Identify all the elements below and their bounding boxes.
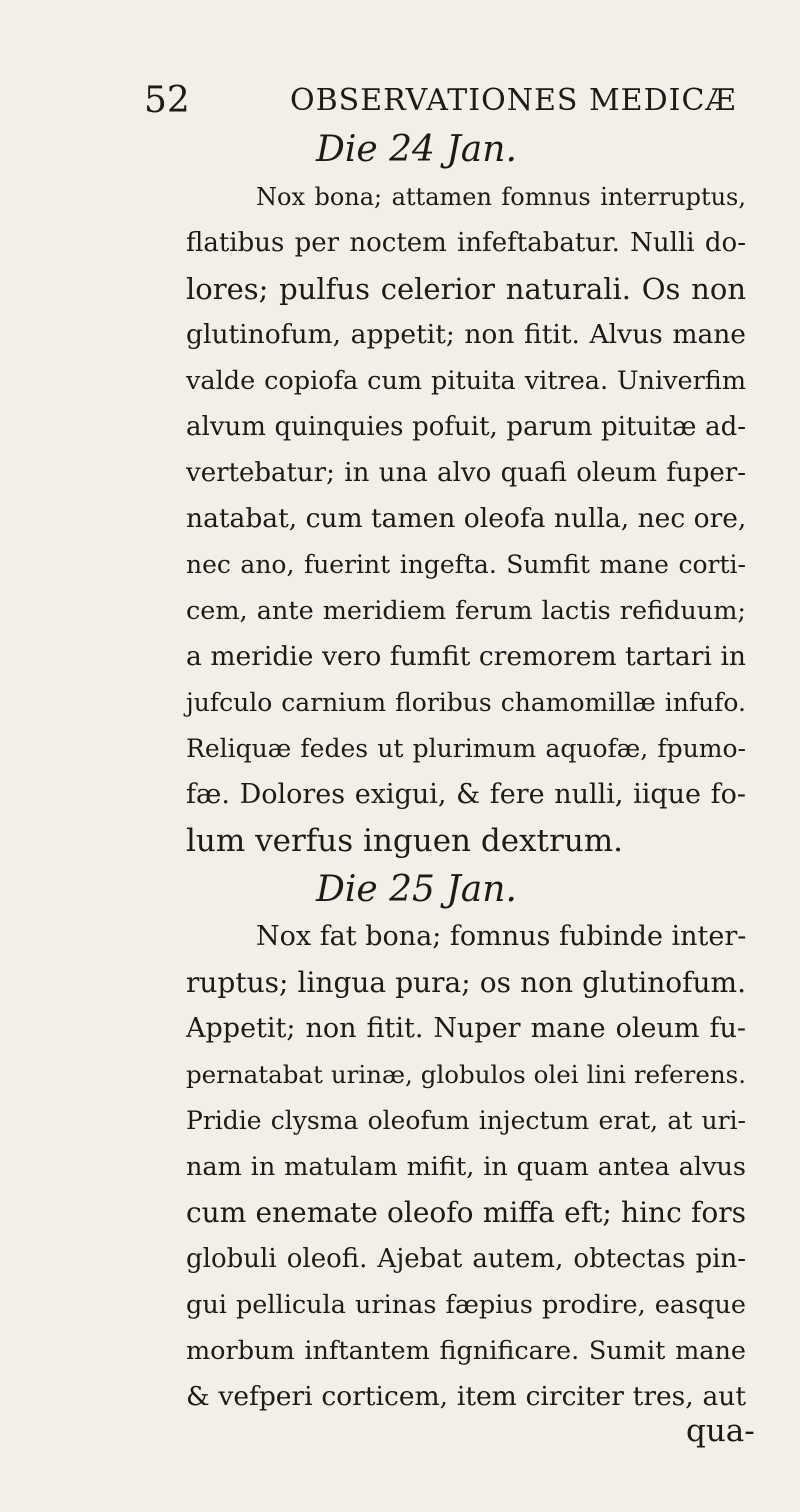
entry-date: Die 24 Jan. (316, 129, 517, 170)
text-line: Nox fat bona; fomnus fubinde inter- (256, 921, 747, 952)
text-line: cem, ante meridiem ferum lactis refiduum; (186, 596, 746, 626)
catchword: qua- (686, 1413, 755, 1449)
page-number: 52 (144, 80, 190, 121)
text-line: alvum quinquies pofuit, parum pituitæ ad- (186, 412, 746, 442)
text-line: pernatabat urinæ, globulos olei lini referens. (186, 1060, 746, 1089)
running-title: OBSERVATIONES MEDICÆ (290, 83, 737, 118)
page-header (144, 76, 744, 126)
text-line: lores; pulfus celerior naturali. Os non (186, 272, 746, 306)
text-line: nec ano, fuerint ingefta. Sumfit mane corti- (186, 550, 746, 579)
text-line: ruptus; lingua pura; os non glutinofum. (186, 966, 746, 999)
text-line: natabat, cum tamen oleofa nulla, nec ore, (186, 503, 747, 534)
text-line: gui pellicula urinas fæpius prodire, easque (186, 1290, 746, 1320)
text-line: Nox bona; attamen fomnus interruptus, (256, 183, 746, 211)
text-line: Pridie clysma oleofum injectum erat, at uri- (186, 1106, 746, 1135)
text-line: glutinofum, appetit; non fitit. Alvus mane (186, 319, 746, 350)
text-line: flatibus per noctem infeftabatur. Nulli do- (186, 228, 746, 258)
text-line: valde copiofa cum pituita vitrea. Univerfim (186, 366, 746, 396)
text-line: vertebatur; in una alvo quafi oleum fuper- (186, 458, 746, 488)
text-line: globuli oleofi. Ajebat autem, obtectas pin- (186, 1244, 746, 1274)
text-line: jufculo carnium floribus chamomillæ infufo. (186, 688, 746, 717)
text-line: cum enemate oleofo miffa eft; hinc fors (186, 1196, 746, 1229)
text-line: & vefperi corticem, item circiter tres, aut (186, 1381, 746, 1412)
text-line: Reliquæ fedes ut plurimum aquofæ, fpumo- (186, 734, 746, 763)
entry-date: Die 25 Jan. (316, 869, 517, 910)
text-line: lum verfus inguen dextrum. (186, 823, 624, 859)
text-line: a meridie vero fumfit cremorem tartari in (186, 641, 746, 672)
text-line: Appetit; non fitit. Nuper mane oleum fu- (186, 1013, 746, 1044)
text-line: morbum inftantem fignificare. Sumit mane (186, 1336, 746, 1366)
text-line: fæ. Dolores exigui, & fere nulli, iique fo- (186, 779, 746, 810)
text-line: nam in matulam mifit, in quam antea alvus (186, 1152, 746, 1182)
